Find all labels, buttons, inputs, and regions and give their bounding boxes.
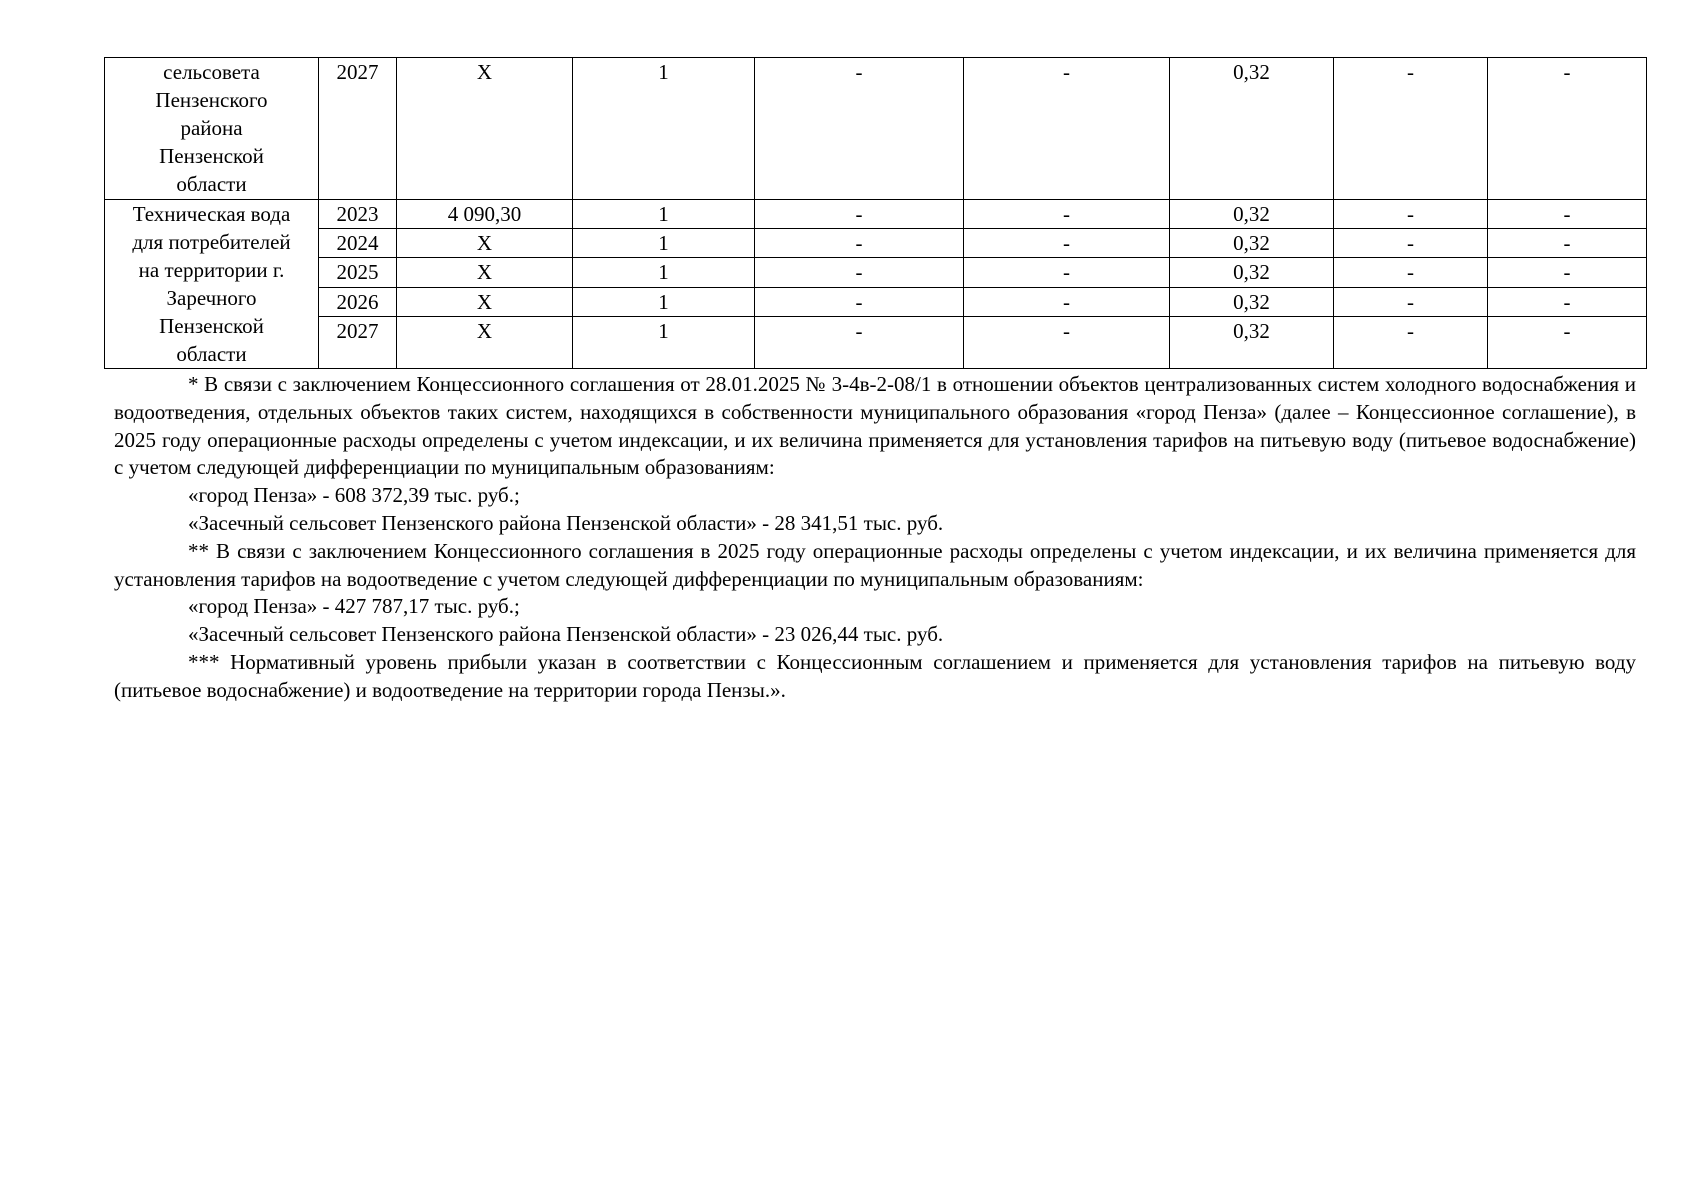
year-cell: 2023 — [319, 200, 397, 229]
table-cell: - — [964, 200, 1170, 229]
footnote-paragraph: «город Пенза» - 427 787,17 тыс. руб.; — [188, 594, 520, 619]
table-cell: - — [1334, 229, 1488, 258]
table-cell: - — [964, 258, 1170, 287]
footnote-paragraph: «Засечный сельсовет Пензенского района Пензенской области» - 23 026,44 тыс. руб. — [188, 622, 944, 647]
table-cell: - — [964, 316, 1170, 368]
table-cell: 1 — [573, 200, 755, 229]
table-cell: 1 — [573, 316, 755, 368]
table-cell: - — [755, 287, 964, 316]
table-cell: 1 — [573, 258, 755, 287]
table-cell: 0,32 — [1170, 287, 1334, 316]
table-cell: - — [1334, 58, 1488, 200]
table-row — [105, 58, 1647, 200]
name-line: Пензенской — [159, 144, 264, 168]
tariff-table — [104, 57, 1647, 369]
year-cell: 2027 — [319, 58, 397, 200]
year-cell: 2026 — [319, 287, 397, 316]
year-cell: 2025 — [319, 258, 397, 287]
year-cell: 2024 — [319, 229, 397, 258]
table-cell: 0,32 — [1170, 229, 1334, 258]
name-line: для потребителей — [132, 230, 291, 254]
table-cell: 0,32 — [1170, 58, 1334, 200]
name-line: области — [176, 172, 247, 196]
table-cell: - — [1488, 258, 1647, 287]
table-cell: - — [1488, 58, 1647, 200]
table-cell: - — [755, 229, 964, 258]
table-cell: - — [1334, 316, 1488, 368]
footnote-paragraph: «Засечный сельсовет Пензенского района Пензенской области» - 28 341,51 тыс. руб. — [188, 510, 944, 535]
table-cell: X — [397, 258, 573, 287]
table-cell: - — [755, 316, 964, 368]
table-cell: - — [1334, 287, 1488, 316]
table-cell: - — [964, 229, 1170, 258]
name-line: Заречного — [166, 286, 257, 310]
name-line: района — [180, 116, 243, 140]
table-cell: X — [397, 58, 573, 200]
table-cell: 1 — [573, 58, 755, 200]
table-cell: X — [397, 229, 573, 258]
table-row — [105, 229, 1647, 258]
row-group-name — [105, 58, 319, 200]
table-cell: - — [964, 58, 1170, 200]
table-cell: - — [1334, 200, 1488, 229]
table-cell: 4 090,30 — [397, 200, 573, 229]
table-cell: 1 — [573, 229, 755, 258]
year-cell: 2027 — [319, 316, 397, 368]
name-line: Пензенской — [159, 314, 264, 338]
footnote-paragraph: *** Нормативный уровень прибыли указан в соответствии с Концессионным соглашением и применяется для установления тарифов на питьевую воду (питьевое водоснабжение) и водоотведение на территории города Пензы.». — [114, 649, 1636, 702]
table-cell: X — [397, 316, 573, 368]
name-line: Техническая вода — [132, 202, 291, 226]
table-cell: - — [1488, 229, 1647, 258]
table-cell: - — [1488, 316, 1647, 368]
name-line: сельсовета — [163, 60, 260, 84]
footnotes — [114, 371, 1636, 705]
table-cell: - — [1488, 287, 1647, 316]
name-line: Пензенского — [155, 88, 268, 112]
table-row — [105, 258, 1647, 287]
row-group-name — [105, 200, 319, 369]
table-row — [105, 200, 1647, 229]
table-cell: - — [755, 258, 964, 287]
table-cell: - — [1488, 200, 1647, 229]
table-cell: - — [755, 58, 964, 200]
table-cell: - — [1334, 258, 1488, 287]
table-row — [105, 287, 1647, 316]
table-cell: - — [755, 200, 964, 229]
name-line: на территории г. — [138, 258, 285, 282]
table-cell: 0,32 — [1170, 316, 1334, 368]
table-cell: 1 — [573, 287, 755, 316]
table-row — [105, 316, 1647, 368]
footnote-paragraph: ** В связи с заключением Концессионного соглашения в 2025 году операционные расходы определены с учетом индексации, и их величина применяется для установления тарифов на водоотведение с учетом следующей дифференциации по муниципальным образованиям: — [114, 538, 1636, 591]
footnote-paragraph: * В связи с заключением Концессионного соглашения от 28.01.2025 № 3-4в-2-08/1 в отношении объектов централизованных систем холодного водоснабжения и водоотведения, отдельных объектов таких систем, находящихся в собственности муниципального образования «город Пенза» (далее – Концессионное соглашение), в 2025 году операционные расходы определены с учетом индексации, и их величина применяется для установления тарифов на питьевую воду (питьевое водоснабжение) с учетом следующей дифференциации по муниципальным образованиям: — [114, 372, 1636, 480]
table-cell: 0,32 — [1170, 258, 1334, 287]
table-cell: - — [964, 287, 1170, 316]
table-cell: X — [397, 287, 573, 316]
footnote-paragraph: «город Пенза» - 608 372,39 тыс. руб.; — [188, 483, 520, 508]
table-cell: 0,32 — [1170, 200, 1334, 229]
name-line: области — [176, 342, 247, 366]
